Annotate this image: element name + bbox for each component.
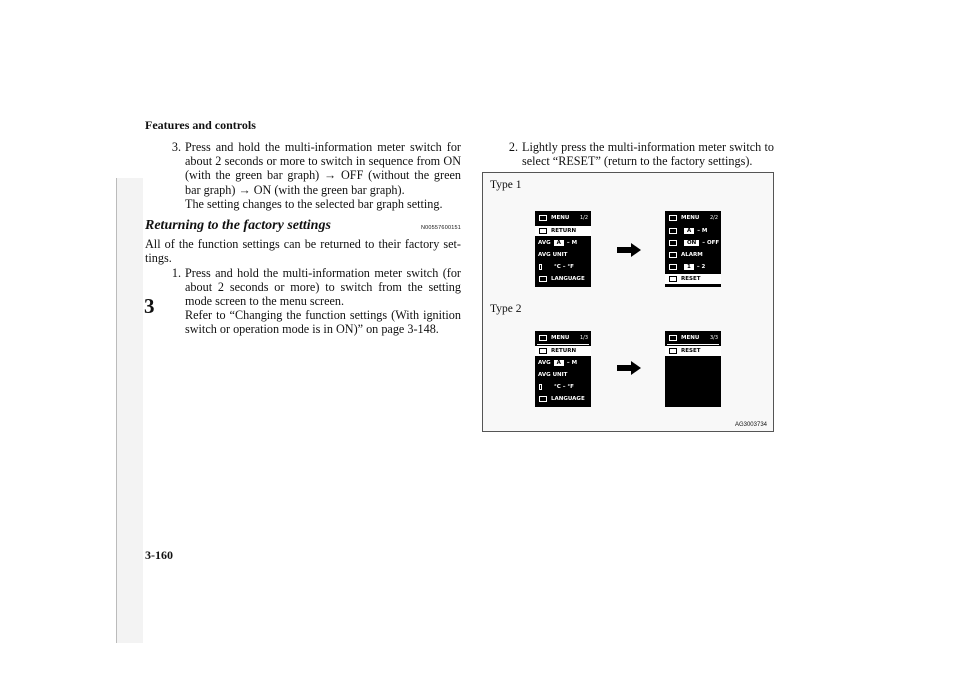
screen-divider <box>667 344 719 345</box>
step-3-note: The setting changes to the selected bar graph setting. <box>185 196 443 211</box>
type-2-label: Type 2 <box>490 303 522 315</box>
row-label: RESET <box>681 276 701 282</box>
row-tail: – M <box>566 240 578 246</box>
menu-icon <box>539 215 547 221</box>
row-tail: – OFF <box>702 240 720 246</box>
reset-row <box>665 274 721 284</box>
screen-divider <box>537 344 589 345</box>
row-label: RETURN <box>551 228 577 234</box>
row-label: °C – °F <box>554 384 574 390</box>
type2-menu-screen-page1 <box>535 331 591 407</box>
step-2 <box>482 140 774 168</box>
temp-unit-row <box>535 262 591 272</box>
left-column <box>145 140 461 337</box>
step-number: 2. <box>508 140 518 154</box>
arrows-icon <box>669 264 677 270</box>
step-text: Press and hold the multi-information meter switch (for about 2 seconds or more) to switch from the setting mode screen to the menu screen. <box>185 265 461 309</box>
step-number: 1. <box>171 265 181 280</box>
row-box: A <box>684 228 694 234</box>
row-label: LANGUAGE <box>551 276 585 282</box>
sound-row <box>665 238 721 248</box>
figure-code: AG3003734 <box>734 422 767 428</box>
language-icon <box>539 396 547 402</box>
reset-icon <box>669 276 677 282</box>
screen-title-row <box>535 333 591 343</box>
screen-page: 1/2 <box>579 215 588 221</box>
right-column <box>482 140 774 168</box>
row-label: RESET <box>681 348 701 354</box>
row-box: A <box>554 360 564 366</box>
row-tail: – M <box>697 228 708 234</box>
language-icon <box>539 276 547 282</box>
row-tail: – M <box>566 360 578 366</box>
screen-page: 3/3 <box>709 335 718 341</box>
menu-icon <box>669 215 677 221</box>
return-icon <box>539 228 547 234</box>
row-box: ON <box>684 240 699 246</box>
return-row <box>535 226 591 236</box>
step-3 <box>145 140 461 197</box>
menu-illustration <box>482 172 774 432</box>
arrow-right-icon <box>617 243 641 257</box>
type1-menu-screen-page2 <box>665 211 721 287</box>
step-1-note: Refer to “Changing the function settings (With ignition switch or operation mode is in ON)” on page 3-148. <box>185 308 461 337</box>
screen-title-row <box>665 333 721 343</box>
section-code: N00557600151 <box>420 225 461 232</box>
screen-title-row <box>665 213 721 223</box>
screen-title-row <box>535 213 591 223</box>
screen-page: 2/2 <box>709 215 718 221</box>
screen-title: MENU <box>551 215 570 221</box>
step-text: Lightly press the multi-information meter switch to select “RESET” (return to the factory settings). <box>522 140 774 169</box>
section-heading <box>145 219 461 235</box>
reset-icon <box>669 348 677 354</box>
section-intro: All of the function settings can be returned to their factory set-tings. <box>145 237 461 266</box>
step-1 <box>145 266 461 309</box>
avg-unit-row <box>535 370 591 380</box>
avg-row <box>535 238 591 248</box>
reset-row <box>665 346 721 356</box>
row-tail: – 2 <box>696 264 706 270</box>
arrow-right-icon <box>617 361 641 375</box>
row-box: 1 <box>684 264 694 270</box>
language-row <box>535 394 591 404</box>
bell-icon <box>669 252 677 258</box>
section-title: Returning to the factory settings <box>145 218 331 234</box>
step-number: 3. <box>171 140 181 154</box>
thermometer-icon <box>539 384 542 390</box>
row-box: A <box>554 240 564 246</box>
row-label: AVG <box>538 240 551 246</box>
row-label: AVG UNIT <box>538 372 568 378</box>
running-header: Features and controls <box>145 118 256 132</box>
selection-row <box>665 262 721 272</box>
row-label: RETURN <box>551 348 577 354</box>
type1-menu-screen-page1 <box>535 211 591 287</box>
chapter-number: 3 <box>144 294 155 318</box>
type2-menu-screen-page3 <box>665 331 721 407</box>
row-label: AVG UNIT <box>538 252 568 258</box>
page-number: 3-160 <box>145 548 173 562</box>
row-label: ALARM <box>681 252 703 258</box>
speaker-icon <box>669 240 677 246</box>
avg-row <box>535 358 591 368</box>
return-row <box>535 346 591 356</box>
thermometer-icon <box>539 264 542 270</box>
screen-title: MENU <box>551 335 570 341</box>
chapter-tab <box>116 178 143 643</box>
temp-unit-row <box>535 382 591 392</box>
menu-icon <box>539 335 547 341</box>
type-1-label: Type 1 <box>490 179 522 191</box>
row-label: °C – °F <box>554 264 574 270</box>
language-row <box>535 274 591 284</box>
alarm-row <box>665 250 721 260</box>
setting-row <box>665 226 721 236</box>
avg-unit-row <box>535 250 591 260</box>
screen-title: MENU <box>681 215 700 221</box>
screen-title: MENU <box>681 335 700 341</box>
setting-icon <box>669 228 677 234</box>
return-icon <box>539 348 547 354</box>
screen-page: 1/3 <box>579 335 588 341</box>
menu-icon <box>669 335 677 341</box>
row-label: LANGUAGE <box>551 396 585 402</box>
step-text: Press and hold the multi-information meter switch for about 2 seconds or more to switch in sequence from ON (with the green bar graph) → OFF (without the green bar graph) → ON (with the green bar graph). <box>185 140 461 197</box>
row-label: AVG <box>538 360 551 366</box>
